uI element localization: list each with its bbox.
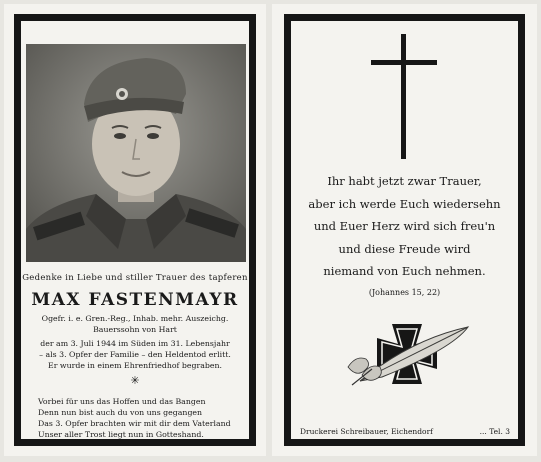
printer-phone: ... Tel. 3 [479, 427, 510, 436]
memorial-poem [38, 396, 248, 440]
poem-line: Das 3. Opfer brachten wir mit dir dem Vaterland [38, 419, 231, 428]
left-card-panel [4, 4, 266, 456]
right-card-panel [272, 4, 537, 456]
printer-credit [300, 427, 510, 436]
portrait-photo [26, 44, 246, 262]
rank-block [22, 313, 248, 335]
portrait-illustration [26, 44, 246, 262]
detail-line: Er wurde in einem Ehrenfriedhof begraben. [48, 361, 222, 370]
detail-line: der am 3. Juli 1944 im Süden im 31. Lebensjahr [40, 339, 230, 348]
deceased-name: MAX FASTENMAYR [31, 290, 239, 310]
poem-line: Vorbei für uns das Hoffen und das Bangen [38, 397, 206, 406]
bible-verse [292, 170, 517, 283]
iron-cross-icon [342, 319, 472, 394]
intro-line: Gedenke in Liebe und stiller Trauer des tapferen [22, 273, 248, 283]
poem-line: Unser aller Trost liegt nun in Gotteshand. [38, 430, 204, 439]
verse-line: und Euer Herz wird sich freu'n [313, 219, 496, 233]
divider-ornament: ✳ [130, 374, 140, 387]
poem-line: Denn nun bist auch du von uns gegangen [38, 408, 203, 417]
verse-line: aber ich werde Euch wiedersehn [308, 196, 501, 211]
rank-line: Bauerssohn von Hart [93, 325, 177, 334]
latin-cross-icon [367, 34, 442, 159]
rank-line: Ogefr. i. e. Gren.-Reg., Inhab. mehr. Auszeichg. [41, 314, 229, 323]
verse-line: niemand von Euch nehmen. [323, 264, 486, 278]
details-block [22, 338, 248, 371]
detail-line: – als 3. Opfer der Familie – den Heldentod erlitt. [39, 350, 231, 359]
printer-name: Druckerei Schreibauer, Eichendorf [300, 427, 433, 436]
verse-line: Ihr habt jetzt zwar Trauer, [327, 174, 482, 188]
verse-line: und diese Freude wird [338, 241, 471, 256]
verse-reference: (Johannes 15, 22) [368, 288, 441, 297]
